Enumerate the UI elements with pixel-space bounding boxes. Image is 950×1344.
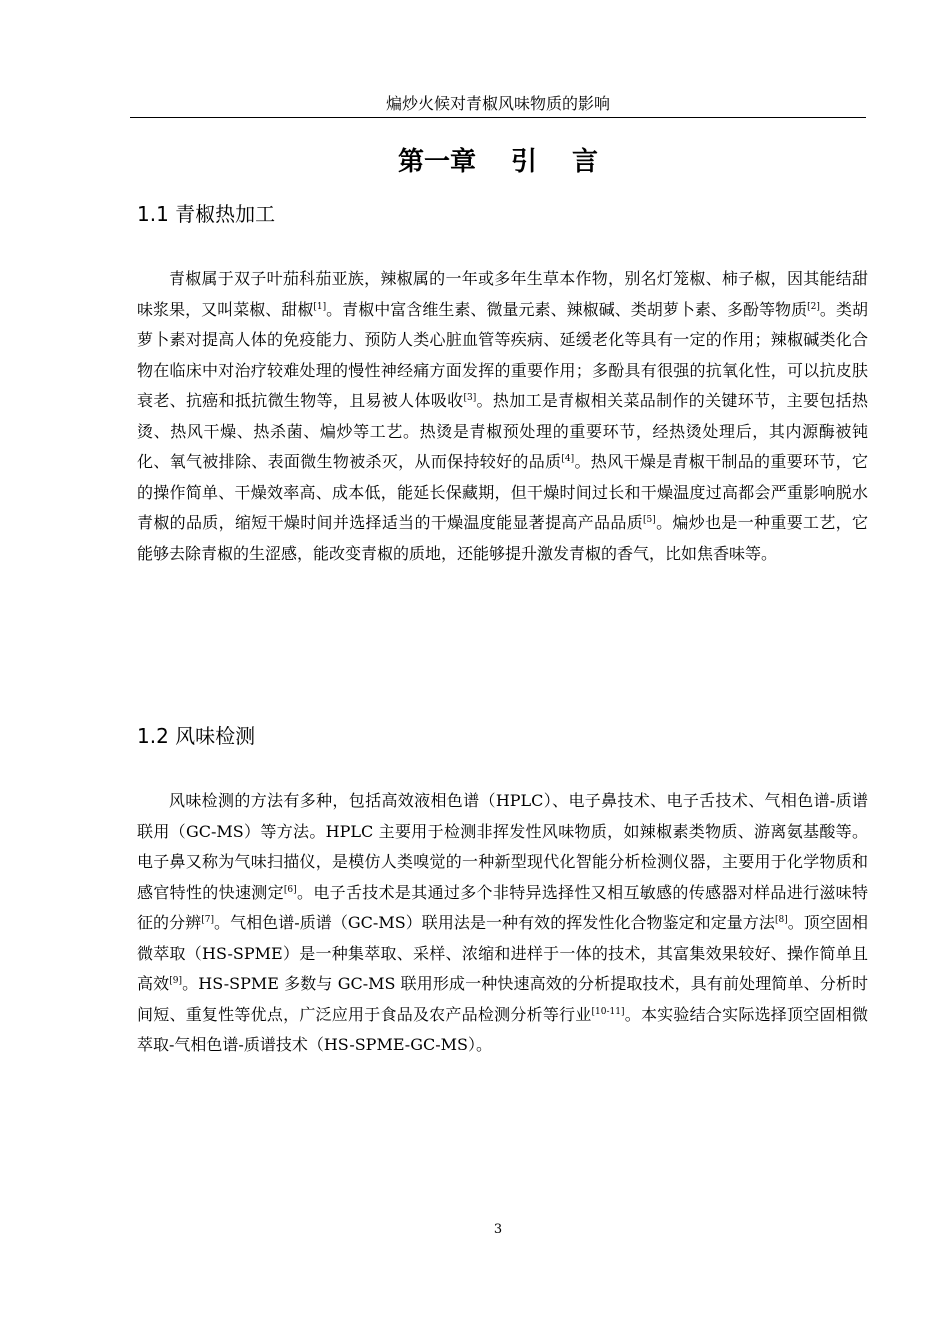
paragraph-text: 。类胡萝卜素对提高人体的免疫能力、预防人类心脏血管等疾病、延缓老化等具有一定的作用；辣椒碱类化合物在临床中对治疗较难处理的慢性神经痛方面发挥的重要作用；多酚具有很强的抗氧化性，可以抗皮肤衰老、抗癌和抵抗微生物等，且易被人体吸收 <box>137 299 868 410</box>
paragraph-text: 。电子舌技术是其通过多个非特异选择性又相互敏感的传感器对样品进行滋味特征的分辨 <box>137 882 868 932</box>
citation-ref: [3] <box>463 393 477 403</box>
paragraph-text: 。热风干燥是青椒干制品的重要环节，它的操作简单、干燥效率高、成本低，能延长保藏期，但干燥时间过长和干燥温度过高都会严重影响脱水青椒的品质，缩短干燥时间并选择适当的干燥温度能显著提高产品品质 <box>137 452 868 532</box>
paragraph-text: 。气相色谱-质谱（GC-MS）联用法是一种有效的挥发性化合物鉴定和定量方法 <box>213 913 775 932</box>
section-heading-1-1: 1.1 青椒热加工 <box>137 202 276 226</box>
citation-ref: [5] <box>643 515 656 525</box>
section-paragraph-1-2 <box>137 786 868 1061</box>
paragraph-text: 风味检测的方法有多种，包括高效液相色谱（HPLC）、电子鼻技术、电子舌技术、气相色谱-质谱联用（GC-MS）等方法。HPLC 主要用于检测非挥发性风味物质，如辣椒素类物质、游离氨基酸等。电子鼻又称为气味扫描仪，是模仿人类嗅觉的一种新型现代化智能分析检测仪器，主要用于化学物质和感官特性的快速测定 <box>137 791 868 902</box>
paragraph-text: 。HS-SPME 多数与 GC-MS 联用形成一种快速高效的分析提取技术，具有前处理简单、分析时间短、重复性等优点，广泛应用于食品及农产品检测分析等行业 <box>137 974 868 1024</box>
header-divider <box>130 117 866 118</box>
section-heading-1-2: 1.2 风味检测 <box>137 724 256 748</box>
paragraph-text: 。本实验结合实际选择顶空固相微萃取-气相色谱-质谱技术（HS-SPME-GC-MS）。 <box>137 1004 868 1054</box>
running-header: 煸炒火候对青椒风味物质的影响 <box>385 94 610 113</box>
citation-ref: [6] <box>283 884 297 895</box>
paragraph-text: 。热加工是青椒相关菜品制作的关键环节，主要包括热烫、热风干燥、热杀菌、煸炒等工艺。热烫是青椒预处理的重要环节，经热烫处理后，其内源酶被钝化、氧气被排除、表面微生物被杀灭，从而保持较好的品质 <box>137 391 868 471</box>
citation-ref: [8] <box>774 915 788 925</box>
paragraph-text: 。青椒中富含维生素、微量元素、辣椒碱、类胡萝卜素、多酚等物质 <box>326 299 808 319</box>
paragraph-text: 。顶空固相微萃取（HS-SPME）是一种集萃取、采样、浓缩和进样于一体的技术，其富集效果较好、操作简单且高效 <box>137 913 868 993</box>
citation-ref: [1] <box>313 301 327 312</box>
page-number: 3 <box>493 1222 503 1237</box>
chapter-title: 第一章 引 言 <box>397 147 599 177</box>
citation-ref: [4] <box>561 454 575 464</box>
citation-ref: [10-11] <box>591 1006 625 1017</box>
section-paragraph-1-1 <box>137 264 868 569</box>
paragraph-text: 。煸炒也是一种重要工艺，它能够去除青椒的生涩感，能改变青椒的质地，还能够提升激发青椒的香气，比如焦香味等。 <box>137 513 868 563</box>
paragraph-text: 青椒属于双子叶茄科茄亚族，辣椒属的一年或多年生草本作物，别名灯笼椒、柿子椒，因其能结甜味浆果，又叫菜椒、甜椒 <box>137 269 868 319</box>
citation-ref: [7] <box>201 915 214 925</box>
citation-ref: [9] <box>169 976 182 986</box>
citation-ref: [2] <box>807 301 820 312</box>
